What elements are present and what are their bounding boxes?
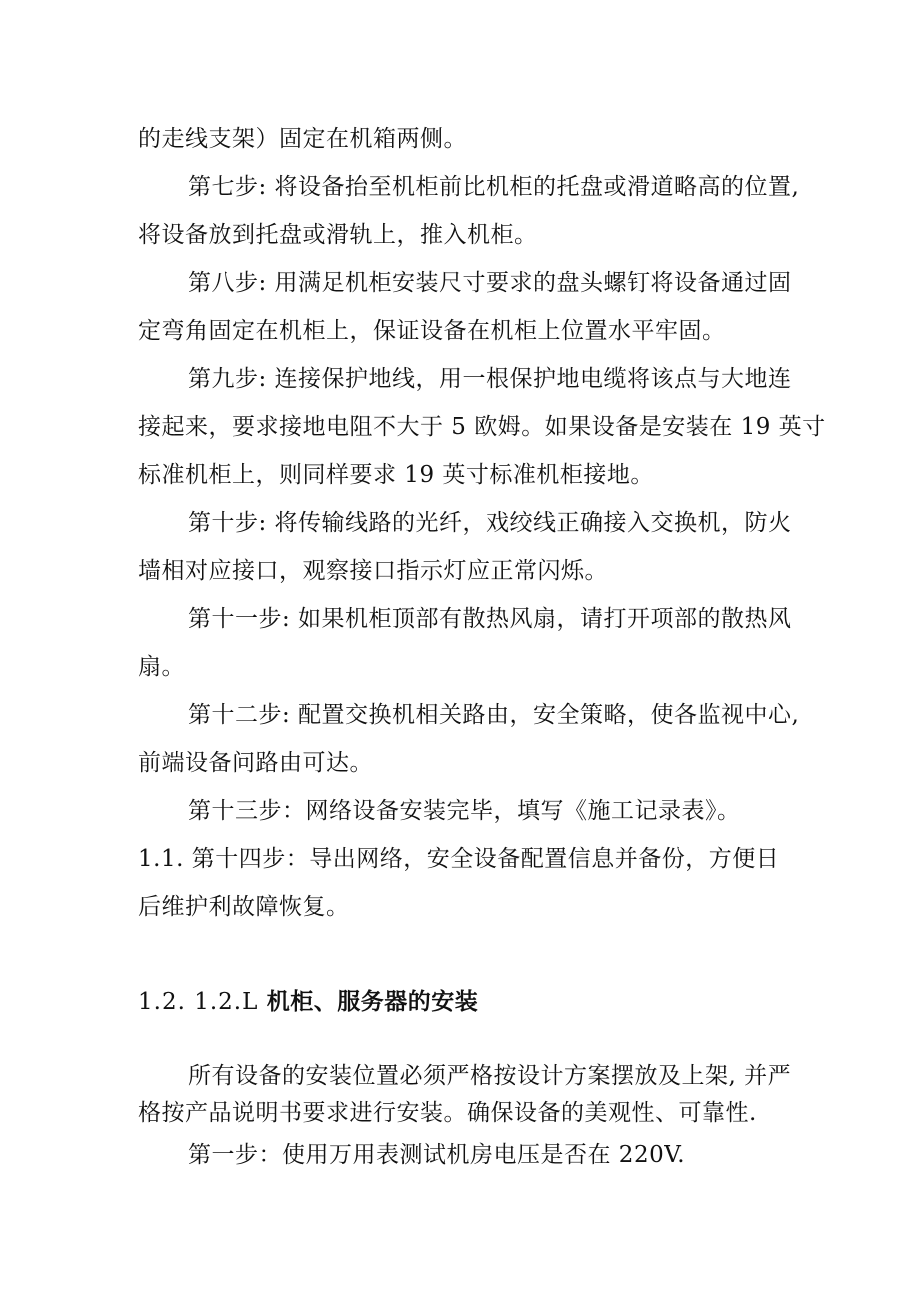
paragraph-line: 第十一步: 如果机柜顶部有散热风扇，请打开项部的散热风: [188, 606, 792, 632]
paragraph-line: 第十步: 将传输线路的光纤，戏绞线正确接入交换机，防火: [188, 510, 792, 536]
paragraph-line: 第一步：使用万用表测试机房电压是否在 220V.: [188, 1142, 686, 1168]
paragraph-line: 的走线支架）固定在机箱两侧。: [138, 126, 467, 152]
section-heading-number: 1.2. 1.2.L: [138, 989, 267, 1015]
paragraph-line: 墙相对应接口，观察接口指示灯应正常闪烁。: [138, 558, 608, 584]
section-heading: [138, 983, 478, 1016]
section-heading-title: 机柜、服务器的安装: [266, 989, 479, 1015]
paragraph-line: 定弯角固定在机柜上，保证设备在机柜上位置水平牢固。: [138, 318, 726, 344]
paragraph-line: 格按产品说明书要求进行安装。确保设备的美观性、可靠性.: [138, 1100, 757, 1126]
paragraph-line: 第八步: 用满足机柜安装尺寸要求的盘头螺钉将设备通过固: [188, 270, 792, 296]
paragraph-line: 第十二步: 配置交换机相关路由，安全策略，使各监视中心,: [188, 702, 800, 728]
paragraph-line: 标准机柜上，则同样要求 19 英寸标准机柜接地。: [138, 462, 654, 488]
paragraph-line: 第十三步：网络设备安装完毕，填写《施工记录表》。: [188, 798, 741, 824]
paragraph-line: 将设备放到托盘或滑轨上，推入机柜。: [138, 222, 538, 248]
paragraph-line: 第七步: 将设备抬至机柜前比机柜的托盘或滑道略高的位置,: [188, 174, 800, 200]
numbered-paragraph-line: 1.1. 第十四步：导出网络，安全设备配置信息并备份，方便日: [138, 846, 780, 872]
paragraph-line: 第九步: 连接保护地线，用一根保护地电缆将该点与大地连: [188, 366, 792, 392]
paragraph-line: 扇。: [138, 654, 185, 680]
paragraph-line: 后维护利故障恢复。: [138, 894, 350, 920]
paragraph-line: 接起来，要求接地电阻不大于 5 欧姆。如果设备是安装在 19 英寸: [138, 414, 826, 440]
paragraph-line: 前端设备问路由可达。: [138, 750, 373, 776]
paragraph-line: 所有设备的安装位置必须严格按设计方案摆放及上架, 并严: [188, 1063, 792, 1089]
